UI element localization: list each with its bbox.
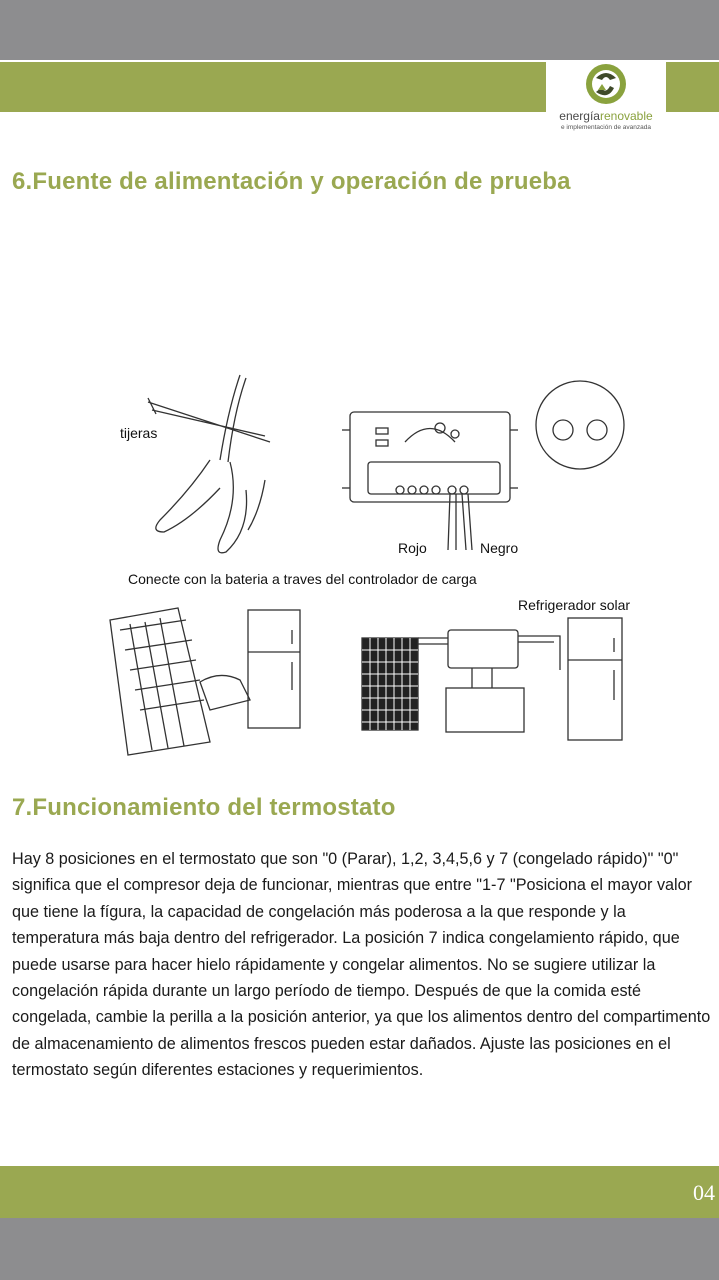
page-number: 04: [693, 1180, 715, 1205]
solar-panel-left: [110, 608, 210, 755]
scissors-icon: [148, 398, 270, 442]
thermostat-description: Hay 8 posiciones en el termostato que son "0 (Parar), 1,2, 3,4,5,6 y 7 (congelado rápido)" "0" significa que el compresor deja de funcionar, mientras que entre "1-7 "Posiciona el mayor valor que tiene la fígura, la capacidad de congelación más poderosa a la que responde y la temperatura más baja dentro del refrigerador. La posición 7 indica congelamiento rápido, que puede usarse para hacer hielo rápidamente y congelar alimentos. No se sugiere utilizar la congelación rápida durante un largo período de tiempo. Después de que la comida esté congelada, cambie la perilla a la posición anterior, ya que los alimentos dentro del compartimento de almacenamiento de alimentos frescos pueden estar dañados. Ajuste las posiciones en el termostato según diferentes estaciones y requerimientos.: [12, 850, 711, 1080]
label-black-wire: Negro: [480, 540, 519, 556]
diagram-caption: Conecte con la bateria a traves del controlador de carga: [128, 571, 477, 587]
recycle-leaf-icon: [546, 60, 666, 110]
battery: [446, 688, 524, 732]
label-solar-fridge: Refrigerador solar: [518, 597, 631, 613]
label-scissors: tijeras: [120, 425, 158, 441]
charge-controller: [350, 412, 510, 502]
brand-second: renovable: [599, 109, 653, 123]
wiring-diagram: [100, 370, 660, 765]
brand-logo: [546, 60, 666, 136]
footer-bar: [0, 1166, 719, 1218]
section-7-title: 7.Funcionamiento del termostato: [12, 794, 396, 821]
brand-name: [546, 109, 666, 123]
top-grey-band: [0, 0, 719, 60]
label-red-wire: Rojo: [398, 540, 427, 556]
bottom-grey-band: [0, 1218, 719, 1280]
alligator-clip-icon: [156, 460, 220, 532]
brand-first: energía: [559, 109, 600, 123]
section-6-title: 6.Fuente de alimentación y operación de prueba: [12, 168, 571, 195]
brand-tagline: e implementación de avanzada: [561, 124, 651, 131]
